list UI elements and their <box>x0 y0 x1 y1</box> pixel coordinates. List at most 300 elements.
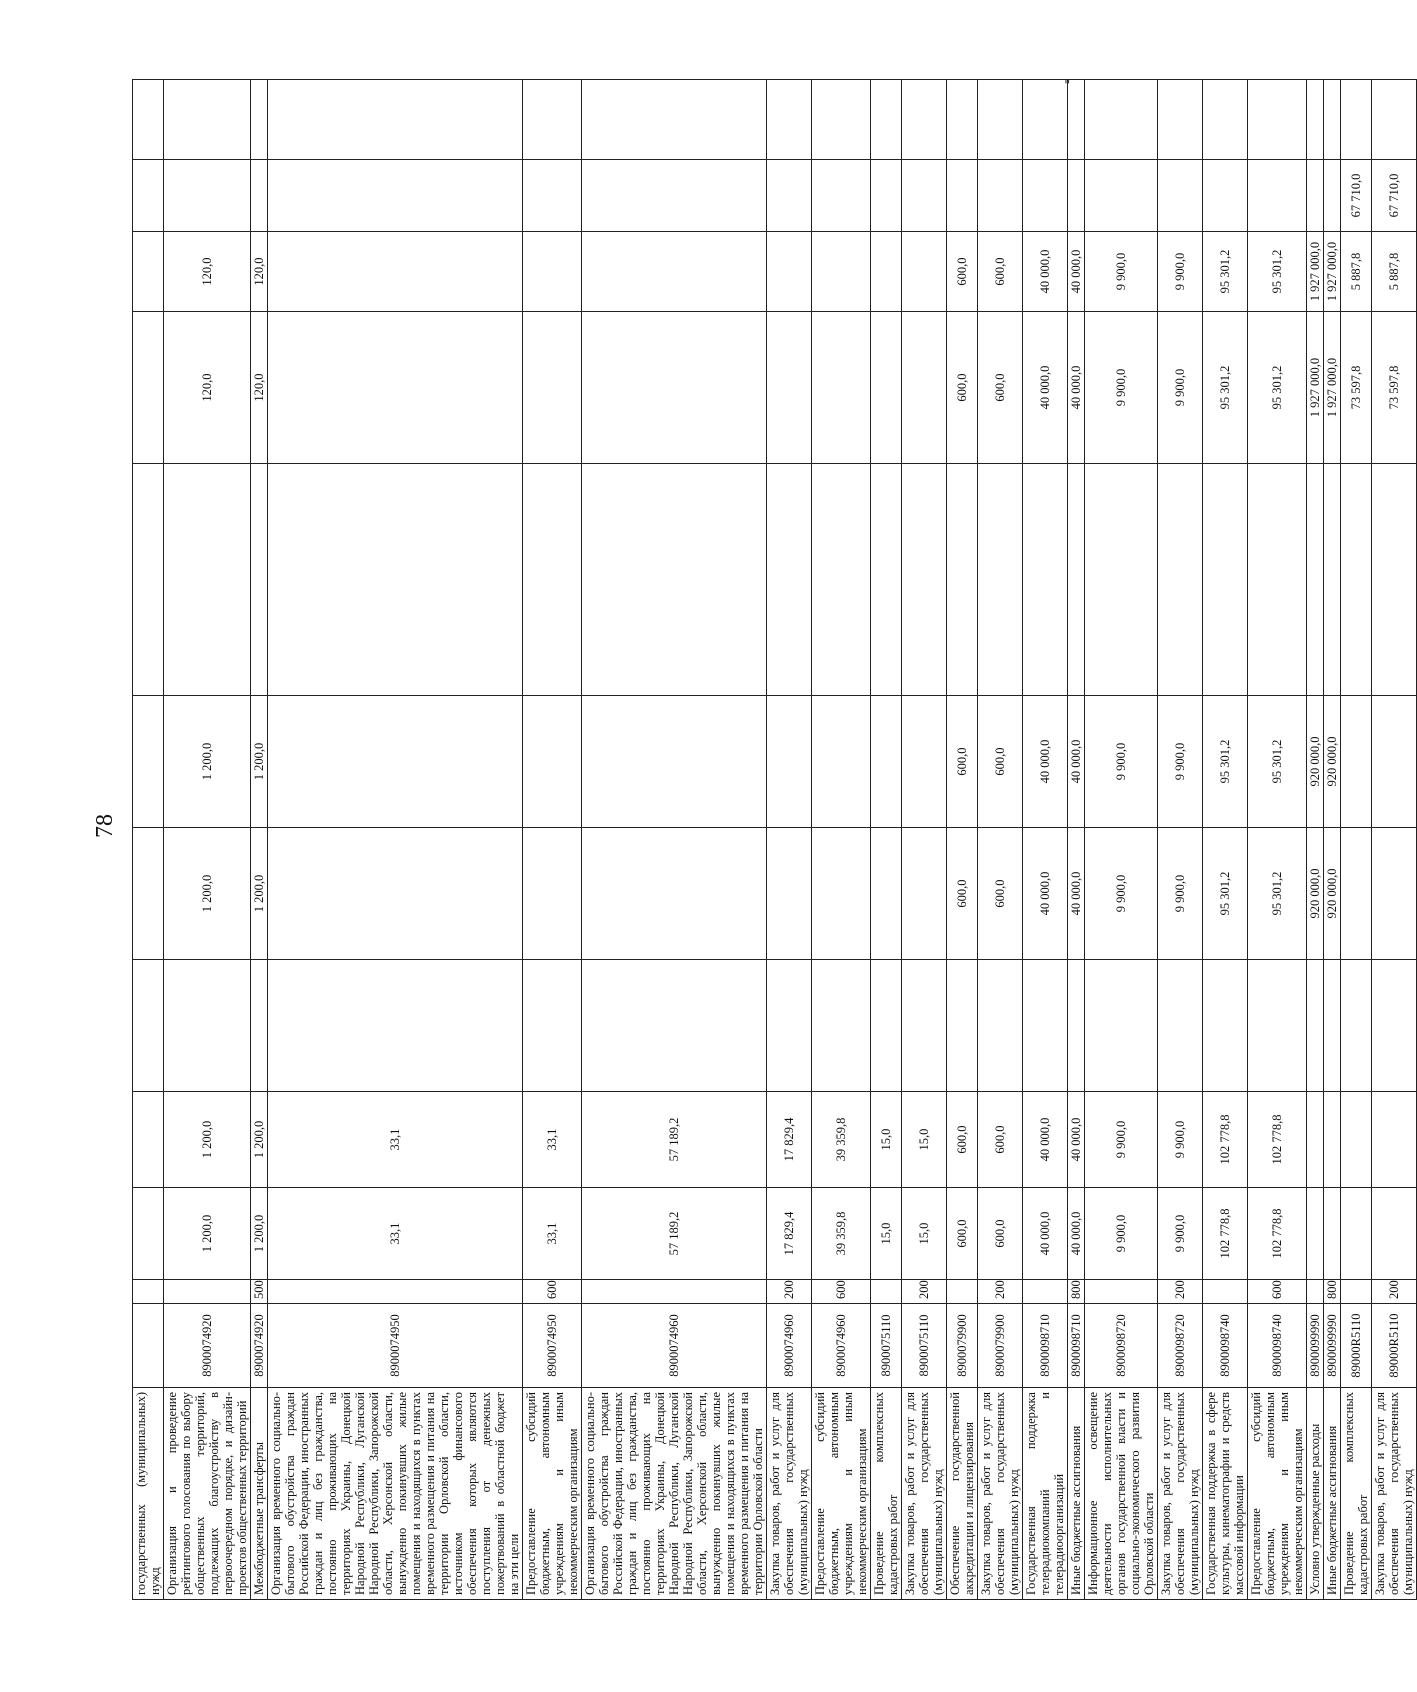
row-name: Закупка товаров, работ и услуг для обеспечения государственных (муниципальных) нужд <box>1372 1388 1417 1600</box>
row-value-8: 1 927 000,0 <box>1324 232 1341 312</box>
row-value-3 <box>1324 960 1341 1092</box>
row-value-4 <box>582 828 767 960</box>
row-value-6 <box>251 464 268 696</box>
row-value-2: 1 200,0 <box>251 1092 268 1188</box>
row-value-2: 9 900,0 <box>1158 1092 1203 1188</box>
row-value-3 <box>1248 960 1307 1092</box>
row-value-6 <box>1068 464 1085 696</box>
row-value-5: 1 200,0 <box>251 696 268 828</box>
row-value-1 <box>1341 1188 1372 1280</box>
row-value-3 <box>1203 960 1248 1092</box>
row-value-8: 1 927 000,0 <box>1307 232 1324 312</box>
row-value-7: 600,0 <box>978 312 1023 464</box>
row-value-3 <box>1158 960 1203 1092</box>
row-value-6 <box>268 464 523 696</box>
row-value-2: 57 189,2 <box>582 1092 767 1188</box>
row-value-2: 600,0 <box>947 1092 978 1188</box>
row-code: 8900098740 <box>1248 1304 1307 1388</box>
row-value-2: 15,0 <box>871 1092 902 1188</box>
row-code: 8900074950 <box>268 1304 523 1388</box>
scan-mark: " <box>1064 78 1071 94</box>
row-value-1: 600,0 <box>947 1188 978 1280</box>
row-value-6 <box>947 464 978 696</box>
row-name: Организация временного социально-бытового обустройства граждан Российской Федерации, иностранных граждан и лиц без гражданства, постоянно проживающих на территориях Украины, Донецкой Народной Республики, Луганской Народной Республики, Запорожской области, Херсонской области, вынужденно покинувших жилые помещения и находящихся в пунктах временного размещения и питания на территории Орловской области, источником финансового обеспечения которых являются поступления от денежных пожертвований в областной бюджет на эти цели <box>268 1388 523 1600</box>
row-value-10 <box>1203 80 1248 160</box>
row-value-1: 1 200,0 <box>164 1188 251 1280</box>
row-name: Иные бюджетные ассигнования <box>1068 1388 1085 1600</box>
row-name: Обеспечение государственной аккредитации и лицензирования <box>947 1388 978 1600</box>
row-value-8 <box>268 232 523 312</box>
row-value-5: 40 000,0 <box>1023 696 1068 828</box>
row-value-8: 5 887,8 <box>1341 232 1372 312</box>
row-value-9 <box>1203 160 1248 232</box>
row-code: 8900099990 <box>1324 1304 1341 1388</box>
row-value-4: 95 301,2 <box>1248 828 1307 960</box>
row-value-10 <box>1248 80 1307 160</box>
row-value-9: 67 710,0 <box>1372 160 1417 232</box>
row-value-4: 920 000,0 <box>1307 828 1324 960</box>
row-value-8: 40 000,0 <box>1023 232 1068 312</box>
row-value-4: 40 000,0 <box>1023 828 1068 960</box>
row-value-1: 9 900,0 <box>1085 1188 1158 1280</box>
row-value-3 <box>947 960 978 1092</box>
row-value-7: 120,0 <box>164 312 251 464</box>
row-value-2: 39 359,8 <box>812 1092 871 1188</box>
row-expense-type: 600 <box>1248 1280 1307 1304</box>
budget-table-container <box>132 80 1415 1600</box>
row-value-8 <box>902 232 947 312</box>
row-value-10 <box>767 80 812 160</box>
row-value-6 <box>1203 464 1248 696</box>
row-code: 8900098710 <box>1023 1304 1068 1388</box>
row-value-3 <box>902 960 947 1092</box>
row-value-1: 39 359,8 <box>812 1188 871 1280</box>
row-code <box>133 1304 164 1388</box>
row-value-5: 920 000,0 <box>1324 696 1341 828</box>
row-value-10 <box>133 80 164 160</box>
row-expense-type <box>947 1280 978 1304</box>
row-value-9: 67 710,0 <box>1341 160 1372 232</box>
row-value-2: 102 778,8 <box>1248 1092 1307 1188</box>
row-value-5 <box>812 696 871 828</box>
row-value-4 <box>871 828 902 960</box>
table-row <box>1307 80 1324 1600</box>
row-value-7: 73 597,8 <box>1372 312 1417 464</box>
row-value-10 <box>1158 80 1203 160</box>
row-value-2 <box>1341 1092 1372 1188</box>
row-expense-type <box>1341 1280 1372 1304</box>
row-value-2 <box>1324 1092 1341 1188</box>
row-value-7 <box>133 312 164 464</box>
row-expense-type: 500 <box>251 1280 268 1304</box>
row-value-1: 33,1 <box>268 1188 523 1280</box>
row-value-1: 40 000,0 <box>1023 1188 1068 1280</box>
row-name: Предоставление субсидий бюджетным, автономным учреждениям и иным некоммерческим организациям <box>812 1388 871 1600</box>
row-value-7 <box>582 312 767 464</box>
row-value-9 <box>947 160 978 232</box>
row-value-7: 40 000,0 <box>1068 312 1085 464</box>
row-value-2: 9 900,0 <box>1085 1092 1158 1188</box>
row-value-10 <box>582 80 767 160</box>
row-value-3 <box>871 960 902 1092</box>
row-value-8 <box>582 232 767 312</box>
table-row <box>1341 80 1372 1600</box>
row-expense-type <box>1307 1280 1324 1304</box>
row-value-3 <box>582 960 767 1092</box>
row-expense-type: 600 <box>812 1280 871 1304</box>
row-value-4: 9 900,0 <box>1158 828 1203 960</box>
row-value-3 <box>767 960 812 1092</box>
table-row <box>582 80 767 1600</box>
row-value-3 <box>812 960 871 1092</box>
row-value-10 <box>1324 80 1341 160</box>
row-value-4: 600,0 <box>947 828 978 960</box>
row-value-2: 33,1 <box>268 1092 523 1188</box>
row-value-3 <box>1341 960 1372 1092</box>
row-value-9 <box>902 160 947 232</box>
row-value-2: 600,0 <box>978 1092 1023 1188</box>
row-code: 8900074960 <box>582 1304 767 1388</box>
row-name: Иные бюджетные ассигнования <box>1324 1388 1341 1600</box>
row-value-8 <box>133 232 164 312</box>
row-value-10 <box>1307 80 1324 160</box>
row-value-4 <box>812 828 871 960</box>
row-code: 8900098720 <box>1158 1304 1203 1388</box>
row-value-8 <box>871 232 902 312</box>
row-value-8: 9 900,0 <box>1085 232 1158 312</box>
row-value-5 <box>268 696 523 828</box>
row-value-6 <box>1324 464 1341 696</box>
row-code: 8900074960 <box>767 1304 812 1388</box>
row-value-9 <box>871 160 902 232</box>
page-number: 78 <box>92 814 118 838</box>
row-value-7 <box>268 312 523 464</box>
row-value-7: 40 000,0 <box>1023 312 1068 464</box>
row-code: 8900074960 <box>812 1304 871 1388</box>
row-value-4: 1 200,0 <box>251 828 268 960</box>
row-value-7: 600,0 <box>947 312 978 464</box>
row-value-5: 1 200,0 <box>164 696 251 828</box>
row-value-5 <box>871 696 902 828</box>
row-value-7: 73 597,8 <box>1341 312 1372 464</box>
row-value-6 <box>871 464 902 696</box>
table-row <box>1372 80 1417 1600</box>
row-value-1: 15,0 <box>871 1188 902 1280</box>
row-value-6 <box>812 464 871 696</box>
row-value-5 <box>902 696 947 828</box>
row-value-1: 102 778,8 <box>1248 1188 1307 1280</box>
row-value-10 <box>1341 80 1372 160</box>
row-value-3 <box>1372 960 1417 1092</box>
row-expense-type <box>1023 1280 1068 1304</box>
row-code: 8900075110 <box>902 1304 947 1388</box>
row-code: 8900079900 <box>978 1304 1023 1388</box>
row-value-9 <box>251 160 268 232</box>
row-value-6 <box>523 464 582 696</box>
row-name: Закупка товаров, работ и услуг для обеспечения государственных (муниципальных) нужд <box>767 1388 812 1600</box>
row-value-8 <box>523 232 582 312</box>
row-value-2: 1 200,0 <box>164 1092 251 1188</box>
row-value-5 <box>582 696 767 828</box>
row-expense-type <box>133 1280 164 1304</box>
row-code: 8900099990 <box>1307 1304 1324 1388</box>
row-expense-type: 200 <box>902 1280 947 1304</box>
row-code: 8900074950 <box>523 1304 582 1388</box>
row-value-1: 17 829,4 <box>767 1188 812 1280</box>
row-value-9 <box>523 160 582 232</box>
table-row <box>1324 80 1341 1600</box>
table-row <box>268 80 523 1600</box>
row-value-3 <box>164 960 251 1092</box>
row-value-9 <box>767 160 812 232</box>
row-name: Информационное освещение деятельности исполнительных органов государственной власти и социально-экономического развития Орловской области <box>1085 1388 1158 1600</box>
row-value-1 <box>1307 1188 1324 1280</box>
row-name: Закупка товаров, работ и услуг для обеспечения государственных (муниципальных) нужд <box>1158 1388 1203 1600</box>
row-value-6 <box>1341 464 1372 696</box>
table-row <box>1158 80 1203 1600</box>
row-value-7 <box>871 312 902 464</box>
row-value-4: 920 000,0 <box>1324 828 1341 960</box>
row-value-3 <box>251 960 268 1092</box>
row-value-2: 40 000,0 <box>1023 1092 1068 1188</box>
row-value-4 <box>268 828 523 960</box>
table-row <box>947 80 978 1600</box>
row-value-4: 600,0 <box>978 828 1023 960</box>
row-value-1: 57 189,2 <box>582 1188 767 1280</box>
row-value-5 <box>1372 696 1417 828</box>
row-value-4 <box>767 828 812 960</box>
row-value-6 <box>1307 464 1324 696</box>
row-name: Закупка товаров, работ и услуг для обеспечения государственных (муниципальных) нужд <box>978 1388 1023 1600</box>
row-value-9 <box>1068 160 1085 232</box>
table-row <box>812 80 871 1600</box>
row-value-6 <box>133 464 164 696</box>
table-row <box>164 80 251 1600</box>
row-value-5 <box>133 696 164 828</box>
row-value-6 <box>1158 464 1203 696</box>
row-value-9 <box>268 160 523 232</box>
row-name: Закупка товаров, работ и услуг для обеспечения государственных (муниципальных) нужд <box>902 1388 947 1600</box>
row-value-6 <box>582 464 767 696</box>
row-value-1: 102 778,8 <box>1203 1188 1248 1280</box>
row-value-7: 9 900,0 <box>1158 312 1203 464</box>
row-value-8: 600,0 <box>947 232 978 312</box>
row-value-5: 920 000,0 <box>1307 696 1324 828</box>
row-value-10 <box>812 80 871 160</box>
row-value-10 <box>1085 80 1158 160</box>
row-value-2: 102 778,8 <box>1203 1092 1248 1188</box>
row-name: Государственная поддержка телерадиокомпаний и телерадиоорганизаций <box>1023 1388 1068 1600</box>
row-value-9 <box>1158 160 1203 232</box>
row-name: Проведение комплексных кадастровых работ <box>871 1388 902 1600</box>
row-value-8: 95 301,2 <box>1203 232 1248 312</box>
row-value-8: 40 000,0 <box>1068 232 1085 312</box>
row-value-4 <box>1341 828 1372 960</box>
row-value-6 <box>902 464 947 696</box>
row-value-7: 1 927 000,0 <box>1324 312 1341 464</box>
row-value-3 <box>1307 960 1324 1092</box>
row-value-4: 95 301,2 <box>1203 828 1248 960</box>
row-value-4: 9 900,0 <box>1085 828 1158 960</box>
row-value-5: 600,0 <box>947 696 978 828</box>
row-value-3 <box>1068 960 1085 1092</box>
row-value-7: 95 301,2 <box>1203 312 1248 464</box>
row-value-8: 9 900,0 <box>1158 232 1203 312</box>
table-row <box>978 80 1023 1600</box>
row-value-1 <box>133 1188 164 1280</box>
row-expense-type <box>268 1280 523 1304</box>
table-row <box>133 80 164 1600</box>
row-expense-type <box>1203 1280 1248 1304</box>
row-value-5 <box>1341 696 1372 828</box>
row-value-8: 600,0 <box>978 232 1023 312</box>
row-value-9 <box>164 160 251 232</box>
row-value-8: 120,0 <box>251 232 268 312</box>
row-value-7 <box>523 312 582 464</box>
row-value-5: 95 301,2 <box>1248 696 1307 828</box>
row-code: 8900075110 <box>871 1304 902 1388</box>
row-value-10 <box>871 80 902 160</box>
table-row <box>767 80 812 1600</box>
row-value-5: 600,0 <box>978 696 1023 828</box>
row-value-9 <box>1085 160 1158 232</box>
row-value-4: 1 200,0 <box>164 828 251 960</box>
row-value-1: 33,1 <box>523 1188 582 1280</box>
row-expense-type <box>582 1280 767 1304</box>
row-value-8: 120,0 <box>164 232 251 312</box>
row-expense-type <box>871 1280 902 1304</box>
row-value-10 <box>251 80 268 160</box>
row-value-3 <box>1085 960 1158 1092</box>
row-value-4 <box>523 828 582 960</box>
row-value-1 <box>1372 1188 1417 1280</box>
table-row <box>1248 80 1307 1600</box>
row-code: 8900098720 <box>1085 1304 1158 1388</box>
table-row <box>1203 80 1248 1600</box>
row-value-7 <box>812 312 871 464</box>
table-row <box>251 80 268 1600</box>
table-row <box>1023 80 1068 1600</box>
table-row <box>871 80 902 1600</box>
row-value-9 <box>1023 160 1068 232</box>
row-value-9 <box>582 160 767 232</box>
row-value-1: 1 200,0 <box>251 1188 268 1280</box>
row-expense-type: 200 <box>767 1280 812 1304</box>
row-value-6 <box>767 464 812 696</box>
row-value-10 <box>902 80 947 160</box>
row-expense-type <box>164 1280 251 1304</box>
row-value-4: 40 000,0 <box>1068 828 1085 960</box>
row-expense-type <box>1085 1280 1158 1304</box>
row-expense-type: 800 <box>1324 1280 1341 1304</box>
row-value-9 <box>812 160 871 232</box>
row-value-1: 40 000,0 <box>1068 1188 1085 1280</box>
row-expense-type: 600 <box>523 1280 582 1304</box>
row-value-5: 9 900,0 <box>1158 696 1203 828</box>
row-value-7 <box>902 312 947 464</box>
row-name: Предоставление субсидий бюджетным, автономным учреждениям и иным некоммерческим организациям <box>1248 1388 1307 1600</box>
row-value-8: 5 887,8 <box>1372 232 1417 312</box>
row-value-8: 95 301,2 <box>1248 232 1307 312</box>
row-value-10 <box>268 80 523 160</box>
row-value-2: 40 000,0 <box>1068 1092 1085 1188</box>
row-value-2 <box>1307 1092 1324 1188</box>
row-value-3 <box>268 960 523 1092</box>
row-value-10 <box>947 80 978 160</box>
row-value-6 <box>1023 464 1068 696</box>
row-value-5: 9 900,0 <box>1085 696 1158 828</box>
row-value-7: 95 301,2 <box>1248 312 1307 464</box>
row-expense-type: 800 <box>1068 1280 1085 1304</box>
row-value-1: 15,0 <box>902 1188 947 1280</box>
row-value-10 <box>978 80 1023 160</box>
row-value-3 <box>978 960 1023 1092</box>
row-value-10 <box>1372 80 1417 160</box>
row-code: 8900074920 <box>164 1304 251 1388</box>
row-value-6 <box>1248 464 1307 696</box>
row-value-2: 17 829,4 <box>767 1092 812 1188</box>
row-name: Условно утвержденные расходы <box>1307 1388 1324 1600</box>
row-value-9 <box>1307 160 1324 232</box>
row-value-10 <box>523 80 582 160</box>
row-value-10 <box>1068 80 1085 160</box>
row-name: Организация временного социально-бытового обустройства граждан Российской Федерации, иностранных граждан и лиц без гражданства, постоянно проживающих на территориях Украины, Донецкой Народной Республики, Луганской Народной Республики, Запорожской области, Херсонской области, вынужденно покинувших жилые помещения и находящихся в пунктах временного размещения и питания на территории Орловской области <box>582 1388 767 1600</box>
row-name: Организация и проведение рейтингового голосования по выбору общественных территорий, подлежащих благоустройству в первоочередном порядке, и дизайн-проектов общественных территорий <box>164 1388 251 1600</box>
row-value-5: 95 301,2 <box>1203 696 1248 828</box>
row-name: Государственная поддержка в сфере культуры, кинематографии и средств массовой информации <box>1203 1388 1248 1600</box>
row-expense-type: 200 <box>978 1280 1023 1304</box>
row-value-6 <box>978 464 1023 696</box>
table-row <box>523 80 582 1600</box>
row-value-1: 600,0 <box>978 1188 1023 1280</box>
row-value-2: 33,1 <box>523 1092 582 1188</box>
row-value-3 <box>133 960 164 1092</box>
row-value-10 <box>1023 78 1071 160</box>
row-value-6 <box>1085 464 1158 696</box>
row-value-7 <box>767 312 812 464</box>
row-value-8 <box>767 232 812 312</box>
row-value-3 <box>523 960 582 1092</box>
row-name: государственных (муниципальных) нужд <box>133 1388 164 1600</box>
row-name: Проведение комплексных кадастровых работ <box>1341 1388 1372 1600</box>
row-value-7: 120,0 <box>251 312 268 464</box>
row-value-6 <box>1372 464 1417 696</box>
row-value-5 <box>523 696 582 828</box>
row-code: 89000R5110 <box>1372 1304 1417 1388</box>
row-value-9 <box>978 160 1023 232</box>
row-value-2 <box>1372 1092 1417 1188</box>
row-value-4 <box>133 828 164 960</box>
row-value-5 <box>767 696 812 828</box>
budget-table <box>132 79 1417 1600</box>
row-expense-type: 200 <box>1158 1280 1203 1304</box>
row-value-4 <box>1372 828 1417 960</box>
table-row <box>1068 80 1085 1600</box>
row-value-2: 15,0 <box>902 1092 947 1188</box>
row-value-9 <box>133 160 164 232</box>
row-code: 8900074920 <box>251 1304 268 1388</box>
row-value-7: 9 900,0 <box>1085 312 1158 464</box>
row-code: 89000R5110 <box>1341 1304 1372 1388</box>
row-value-6 <box>164 464 251 696</box>
row-name: Межбюджетные трансферты <box>251 1388 268 1600</box>
row-code: 8900098740 <box>1203 1304 1248 1388</box>
row-value-3 <box>1023 960 1068 1092</box>
row-value-7: 1 927 000,0 <box>1307 312 1324 464</box>
row-expense-type: 200 <box>1372 1280 1417 1304</box>
row-name: Предоставление субсидий бюджетным, автономным учреждениям и иным некоммерческим организациям <box>523 1388 582 1600</box>
row-value-8 <box>812 232 871 312</box>
